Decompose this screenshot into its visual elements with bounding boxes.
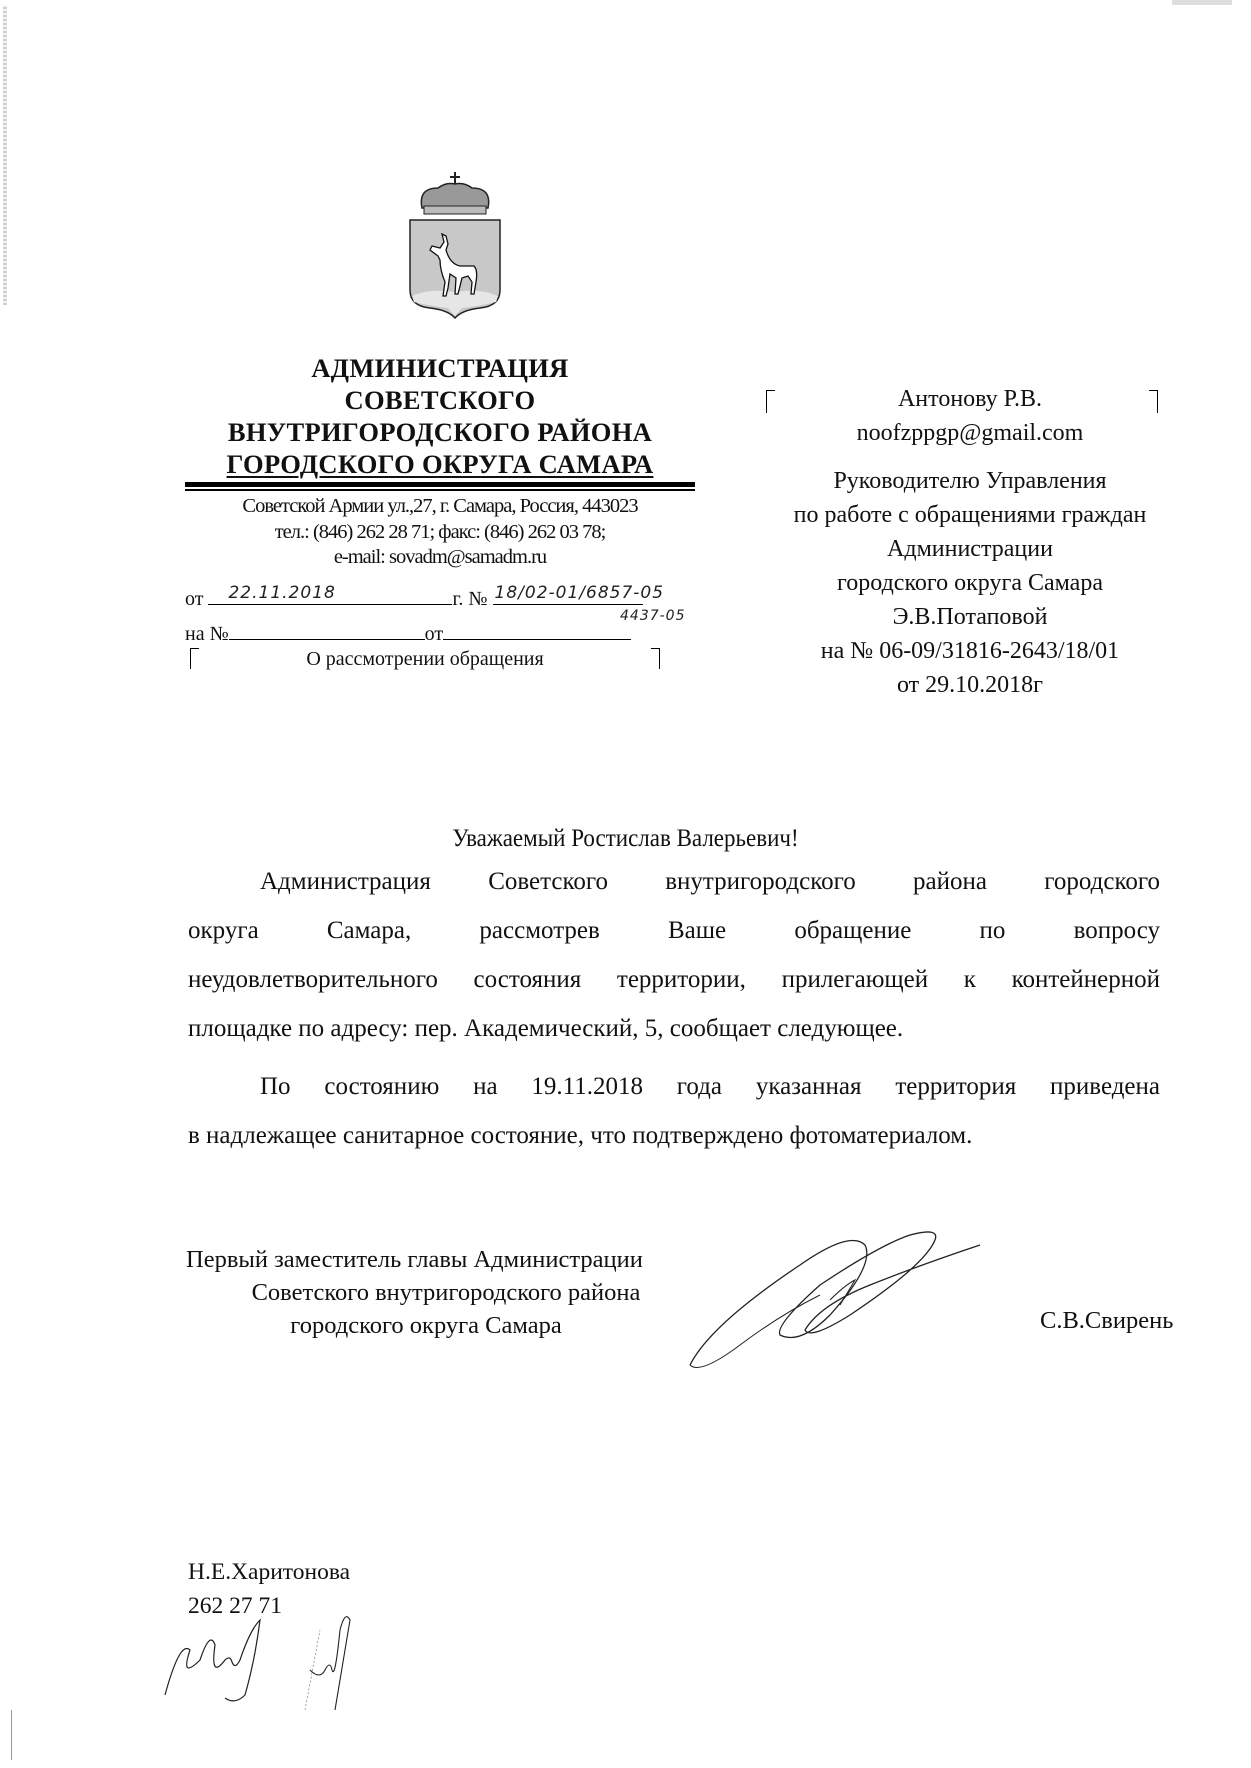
signer-position [186,1243,746,1342]
bracket-corner [651,648,660,669]
ref-label: на № [185,623,229,645]
body-line: площадке по адресу: пер. Академический, 5, сообщает следующее. [188,1015,904,1042]
copy-recipient-line: Э.В.Потаповой [892,604,1048,630]
handwritten-number-2: 4437-05 [620,608,686,624]
body-line: неудовлетворительного состояния территории, прилегающей к контейнерной [188,966,1160,993]
handwritten-signature-icon [680,1225,1030,1375]
bracket-corner [190,648,199,669]
scan-artifact-left-edge [3,5,7,305]
body-line: Администрация Советского внутригородского района городского [260,868,1160,895]
number-label: г. № [452,588,488,610]
handwritten-date: 22.11.2018 [228,583,336,603]
handwritten-initials-icon [160,1600,360,1720]
ref-from-label: от [424,623,444,645]
scan-artifact-top-edge [1172,0,1232,5]
salutation: Уважаемый Ростислав Валерьевич! [452,825,799,852]
copy-recipient-line: от 29.10.2018г [896,672,1043,698]
signer-position-line: городского округа Самара [290,1312,562,1339]
registration-line [185,583,665,611]
letterhead-rule-thick [185,482,695,487]
org-name-line: СОВЕТСКОГО [344,385,536,415]
recipient-block [740,382,1200,702]
handwritten-number: 18/02-01/6857-05 [494,583,665,603]
copy-recipient-line: Администрации [887,536,1053,562]
paragraph-1 [188,857,1160,1053]
samara-coat-of-arms-icon [400,170,510,320]
org-name-line: ГОРОДСКОГО ОКРУГА САМАРА [226,449,654,479]
org-email: e-mail: sovadm@samadm.ru [333,546,547,568]
ref-number-field [229,621,425,640]
body-line: округа Самара, рассмотрев Ваше обращение по вопросу [188,917,1160,944]
body-line: в надлежащее санитарное состояние, что подтверждено фотоматериалом. [188,1122,973,1149]
signer-position-line: Советского внутригородского района [251,1279,641,1306]
org-address: Советской Армии ул.,27, г. Самара, Россия, 443023 [242,495,638,517]
copy-recipient-line: на № 06-09/31816-2643/18/01 [820,638,1120,664]
org-name-line: ВНУТРИГОРОДСКОГО РАЙОНА [227,417,653,447]
letterhead [185,352,695,568]
scan-artifact-left-edge-bottom [11,1710,12,1760]
copy-recipient-line: по работе с обращениями граждан [793,502,1147,528]
recipient-email: noofzppgp@gmail.com [856,420,1084,446]
number-field [493,583,665,605]
bracket-corner [766,390,775,413]
paragraph-2 [188,1062,1160,1160]
recipient-name: Антонову Р.В. [897,386,1043,412]
executor-name: Н.Е.Харитонова [188,1559,351,1585]
subject-text: О рассмотрении обращения [306,648,544,670]
executor-phone: 262 27 71 [188,1593,282,1619]
reference-line [185,621,631,646]
body-line: По состоянию на 19.11.2018 года указанная территория приведена [260,1073,1160,1100]
letterhead-rule-thin [185,489,695,491]
org-name-line: АДМИНИСТРАЦИЯ [311,353,569,383]
signer-position-line: Первый заместитель главы Администрации [186,1246,643,1273]
signer-name: С.В.Свирень [1040,1307,1174,1334]
from-label: от [185,588,204,610]
copy-recipient-line: Руководителю Управления [833,468,1107,494]
ref-date-field [443,621,631,640]
date-field [208,583,452,605]
subject-block [190,648,660,671]
bracket-corner [1149,390,1158,413]
org-phones: тел.: (846) 262 28 71; факс: (846) 262 03 78; [274,521,606,543]
copy-recipient-line: городского округа Самара [837,570,1103,596]
